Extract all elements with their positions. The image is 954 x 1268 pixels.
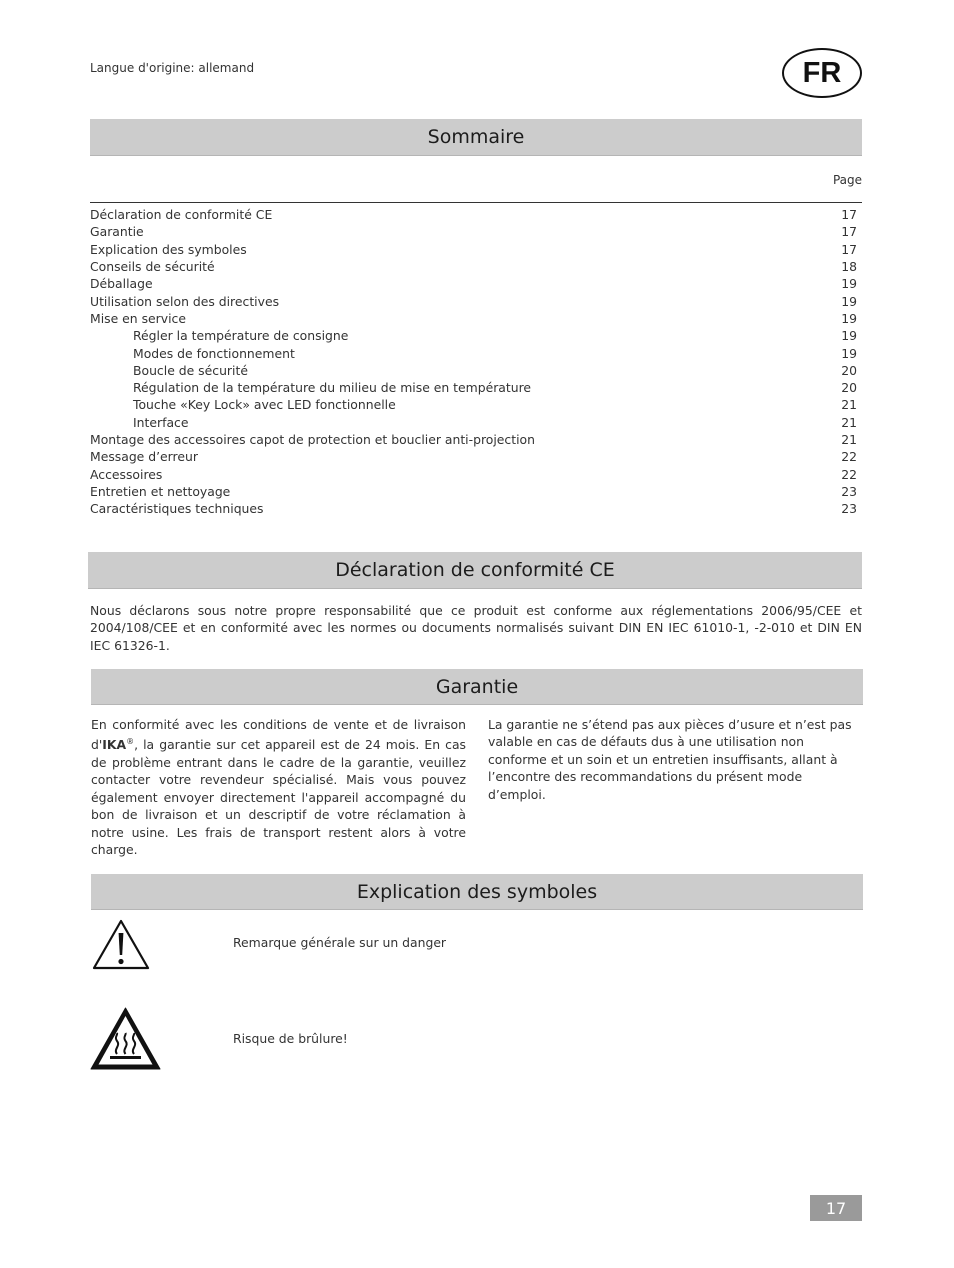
toc-entry-page: 21 (841, 397, 857, 413)
toc-entry-page: 19 (841, 276, 857, 292)
toc-entry (90, 483, 857, 500)
toc-entry-page: 18 (841, 259, 857, 275)
toc-entry-title: Déclaration de conformité CE (90, 207, 273, 223)
toc-entry (90, 448, 857, 465)
toc-entry (90, 241, 857, 258)
toc-entry (90, 327, 857, 344)
toc-entry (90, 223, 857, 240)
toc-entry-page: 19 (841, 293, 857, 309)
toc-entry (90, 310, 857, 327)
toc-page-label: Page (832, 173, 862, 187)
toc-entry-title: Mise en service (90, 310, 186, 326)
garantie-text-right: La garantie ne s’étend pas aux pièces d’usure et n’est pas valable en cas de défauts dus à une utilisation non conforme et un soin et un entretien insuffisants, allant à l’encontre des recommandations du présent mode d’emploi. (488, 717, 852, 802)
toc-entry (90, 396, 857, 413)
symbol-label-danger: Remarque générale sur un danger (233, 935, 447, 950)
toc-entry-title: Conseils de sécurité (90, 259, 215, 275)
toc-entry-title: Touche «Key Lock» avec LED fonctionnelle (133, 397, 396, 413)
toc-entry-title: Message d’erreur (90, 449, 198, 465)
toc-entry-page: 22 (841, 449, 857, 465)
declaration-text: Nous déclarons sous notre propre responsabilité que ce produit est conforme aux réglementations 2006/95/CEE et 2004/108/CEE et en conformité avec les normes ou documents normalisés suivant DIN EN IEC 61010-1, -2-010 et DIN EN IEC 61326-1. (90, 603, 862, 653)
toc-entry-title: Modes de fonctionnement (133, 345, 295, 361)
section-header-sommaire: Sommaire (90, 119, 862, 156)
toc-entry-title: Entretien et nettoyage (90, 483, 231, 499)
toc-entry-title: Régler la température de consigne (133, 328, 349, 344)
section-header-symboles: Explication des symboles (91, 874, 863, 910)
toc-entry-page: 21 (841, 414, 857, 430)
toc-entry (90, 500, 857, 517)
toc-entry-page: 20 (841, 380, 857, 396)
toc-entry-page: 17 (841, 241, 857, 257)
toc-entry (90, 362, 857, 379)
toc-entry (90, 292, 857, 309)
toc-entry-page: 19 (841, 310, 857, 326)
toc-entry (90, 344, 857, 361)
toc-entry-page: 17 (841, 224, 857, 240)
toc-entry (90, 379, 857, 396)
section-header-garantie: Garantie (91, 669, 863, 705)
toc-entry-page: 22 (841, 466, 857, 482)
toc-entry-page: 21 (841, 432, 857, 447)
toc-entry-title: Interface (133, 414, 189, 430)
toc-entry (90, 258, 857, 275)
hot-surface-icon (89, 1006, 162, 1072)
original-language-note: Langue d'origine: allemand (90, 61, 255, 75)
toc-entry (90, 275, 857, 292)
section-header-declaration: Déclaration de conformité CE (88, 552, 862, 589)
toc-entry-page: 23 (841, 501, 857, 517)
language-badge: FR (782, 48, 862, 98)
page-number: 17 (810, 1195, 862, 1221)
toc-divider (90, 202, 862, 203)
toc-entry (90, 465, 857, 482)
table-of-contents (90, 206, 857, 517)
symbol-label-burn: Risque de brûlure! (233, 1031, 348, 1046)
toc-entry (90, 414, 857, 431)
toc-entry-title: Accessoires (90, 466, 163, 482)
toc-entry-page: 19 (841, 345, 857, 361)
toc-entry (90, 206, 857, 223)
toc-entry (90, 431, 857, 448)
toc-entry-title: Garantie (90, 224, 144, 240)
toc-entry-title: Déballage (90, 276, 153, 292)
toc-entry-page: 19 (841, 328, 857, 344)
toc-entry-title: Caractéristiques techniques (90, 501, 264, 517)
toc-entry-title: Montage des accessoires capot de protection et bouclier anti-projection (90, 432, 535, 447)
toc-entry-title: Boucle de sécurité (133, 362, 248, 378)
toc-entry-page: 20 (841, 362, 857, 378)
toc-entry-page: 23 (841, 483, 857, 499)
warning-triangle-icon (91, 918, 151, 971)
brand-name: IKA (102, 737, 127, 753)
toc-entry-title: Explication des symboles (90, 241, 247, 257)
garantie-text-left: En conformité avec les conditions de vente et de livraison d'IKA®, la garantie sur cet appareil est de 24 mois. En cas de problème entrant dans le cadre de la garantie, veuillez contacter votre revendeur spécialisé. Mais vous pouvez également envoyer directement l'appareil accompagné du bon de livraison et un descriptif de votre réclamation à notre usine. Les frais de transport restent alors à votre charge. (91, 717, 466, 857)
toc-entry-page: 17 (841, 207, 857, 223)
toc-entry-title: Utilisation selon des directives (90, 293, 280, 309)
toc-entry-title: Régulation de la température du milieu de mise en température (133, 380, 532, 396)
